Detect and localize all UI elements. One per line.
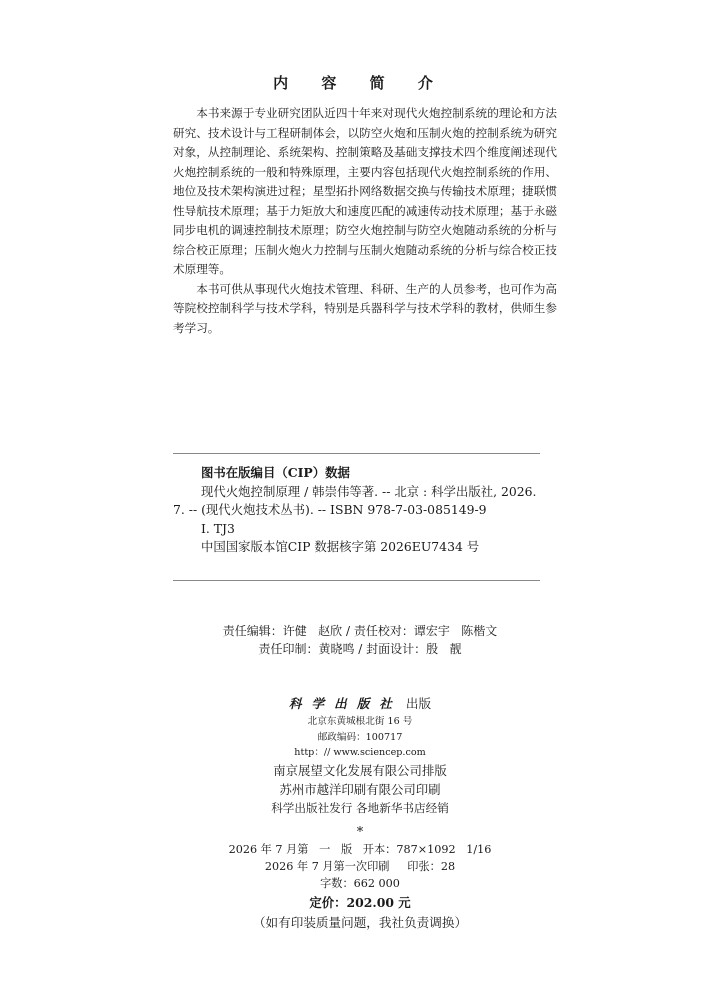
intro-paragraph-2: 本书可供从事现代火炮技术管理、科研、生产的人员参考，也可作为高等院校控制科学与技术学科，特别是兵器科学与技术学科的教材，供师生参考学习。	[173, 281, 557, 335]
publisher-postcode: 邮政编码：100717	[317, 731, 403, 743]
publisher-suffix: 出版	[405, 696, 432, 711]
cip-data-block	[173, 464, 540, 557]
publisher-name: 科学出版社	[288, 696, 402, 711]
publisher-address: 北京东黄城根北街 16 号	[307, 716, 413, 727]
editors-line-1: 责任编辑：许健 赵欣 / 责任校对：谭宏宇 陈楷文	[222, 624, 498, 638]
cip-record: 现代火炮控制原理 / 韩崇伟等著. -- 北京 : 科学出版社, 2026. 7. -- (现代火炮技术丛书). -- ISBN 978-7-03-085149-9	[173, 483, 537, 518]
publisher-block	[0, 694, 720, 933]
editors-line-2: 责任印制：黄晓鸣 / 封面设计：殷 靓	[258, 642, 462, 656]
typesetter: 南京展望文化发展有限公司排版	[273, 762, 447, 778]
printing-info: 2026 年 7 月第一次印刷 印张：28	[264, 859, 456, 873]
divider-bottom	[173, 580, 540, 581]
publisher-website: http：// www.sciencep.com	[294, 747, 426, 758]
edition-info: 2026 年 7 月第 一 版 开本：787×1092 1/16	[228, 842, 492, 856]
section-title: 内 容 简 介	[273, 74, 447, 92]
cip-verification-number: 中国国家版本馆CIP 数据核字第 2026EU7434 号	[201, 539, 480, 555]
cip-heading: 图书在版编目（CIP）数据	[201, 465, 350, 480]
divider-top	[173, 453, 540, 454]
printer: 苏州市越洋印刷有限公司印刷	[279, 781, 441, 797]
price: 定价：202.00 元	[309, 894, 411, 910]
publisher-line	[0, 694, 720, 714]
separator-star: *	[356, 824, 364, 840]
quality-notice: （如有印装质量问题，我社负责调换）	[252, 914, 468, 930]
cip-classification: Ⅰ. TJ3	[201, 520, 235, 536]
word-count: 字数：662 000	[320, 876, 400, 890]
intro-paragraph-1: 本书来源于专业研究团队近四十年来对现代火炮控制系统的理论和方法研究、技术设计与工程研制体会，以防空火炮和压制火炮的控制系统为研究对象，从控制理论、系统架构、控制策略及基础支撑技术四个维度阐述现代火炮控制系统的一般和特殊原理，主要内容包括现代火炮控制系统的作用、地位及技术架构演进过程；星型拓扑网络数据交换与传输技术原理；捷联惯性导航技术原理；基于力矩放大和速度匹配的减速传动技术原理；基于永磁同步电机的调速控制技术原理；防空火炮控制与防空火炮随动系统的分析与综合校正原理；压制火炮火力控制与压制火炮随动系统的分析与综合校正技术原理等。	[173, 106, 557, 276]
editorial-credits	[0, 622, 720, 658]
introduction	[173, 104, 557, 338]
distribution: 科学出版社发行 各地新华书店经销	[271, 800, 449, 815]
